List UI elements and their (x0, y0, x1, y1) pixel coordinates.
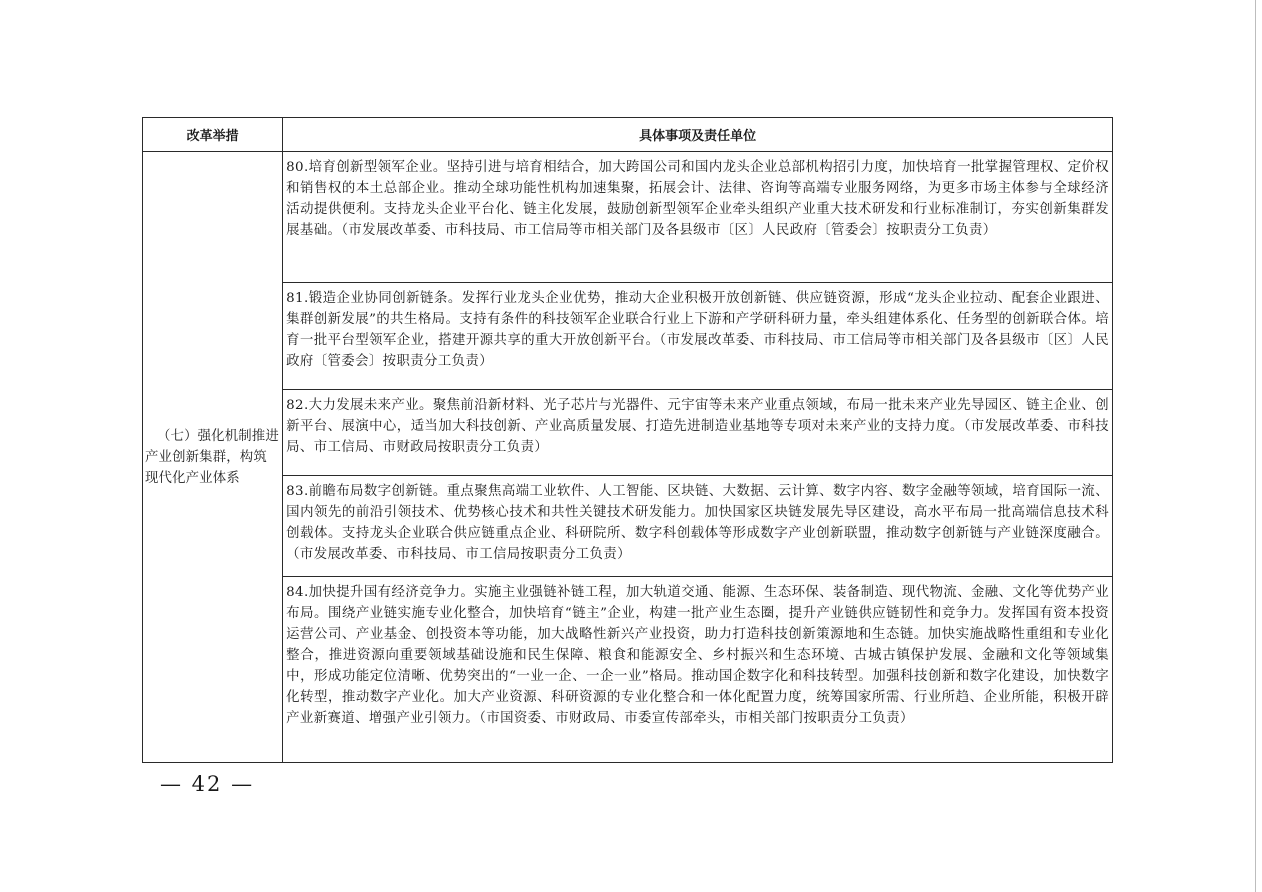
item-text: 81.锻造企业协同创新链条。发挥行业龙头企业优势，推动大企业积极开放创新链、供应链资源，形成“龙头企业拉动、配套企业跟进、集群创新发展”的共生格局。支持有条件的科技领军企业联合行业上下游和产学研科研力量，牵头组建体系化、任务型的创新联合体。培育一批平台型领军企业，搭建开源共享的重大开放创新平台。（市发展改革委、市科技局、市工信局等市相关部门及各县级市〔区〕人民政府〔管委会〕按职责分工负责） (286, 291, 1109, 369)
item-cell-80 (283, 152, 1113, 283)
reform-measures-table (142, 117, 1113, 763)
item-text: 80.培育创新型领军企业。坚持引进与培育相结合，加大跨国公司和国内龙头企业总部机构招引力度，加快培育一批掌握管理权、定价权和销售权的本土总部企业。推动全球功能性机构加速集聚，拓展会计、法律、咨询等高端专业服务网络，为更多市场主体参与全球经济活动提供便利。支持龙头企业平台化、链主化发展，鼓励创新型领军企业牵头组织产业重大技术研发和行业标准制订，夯实创新集群发展基础。（市发展改革委、市科技局、市工信局等市相关部门及各县级市〔区〕人民政府〔管委会〕按职责分工负责） (286, 160, 1109, 238)
item-cell-84 (283, 577, 1113, 763)
table-row (143, 152, 1113, 283)
item-text: 83.前瞻布局数字创新链。重点聚焦高端工业软件、人工智能、区块链、大数据、云计算、数字内容、数字金融等领域，培育国际一流、国内领先的前沿引领技术、优势核心技术和共性关键技术研发能力。加快国家区块链发展先导区建设，高水平布局一批高端信息技术科创载体。支持龙头企业联合供应链重点企业、科研院所、数字科创载体等形成数字产业创新联盟，推动数字创新链与产业链深度融合。（市发展改革委、市科技局、市工信局按职责分工负责） (286, 484, 1109, 562)
table-row (143, 283, 1113, 390)
item-cell-83 (283, 476, 1113, 577)
table-row (143, 390, 1113, 476)
measure-text: （七）强化机制推进产业创新集群，构筑现代化产业体系 (145, 428, 279, 486)
table-row (143, 476, 1113, 577)
header-specific-items: 具体事项及责任单位 (283, 118, 1113, 152)
item-text: 82.大力发展未来产业。聚焦前沿新材料、光子芯片与光器件、元宇宙等未来产业重点领域，布局一批未来产业先导园区、链主企业、创新平台、展演中心，适当加大科技创新、产业高质量发展、打造先进制造业基地等专项对未来产业的支持力度。（市发展改革委、市科技局、市工信局、市财政局按职责分工负责） (286, 398, 1109, 455)
item-cell-81 (283, 283, 1113, 390)
header-reform-measures: 改革举措 (143, 118, 283, 152)
item-text: 84.加快提升国有经济竞争力。实施主业强链补链工程，加大轨道交通、能源、生态环保、装备制造、现代物流、金融、文化等优势产业布局。围绕产业链实施专业化整合，加快培育“链主”企业，构建一批产业生态圈，提升产业链供应链韧性和竞争力。发挥国有资本投资运营公司、产业基金、创投资本等功能，加大战略性新兴产业投资，助力打造科技创新策源地和生态链。加快实施战略性重组和专业化整合，推进资源向重要领域基础设施和民生保障、粮食和能源安全、乡村振兴和生态环境、古城古镇保护发展、金融和文化等领域集中，形成功能定位清晰、优势突出的“一业一企、一企一业”格局。推动国企数字化和科技转型。加强科技创新和数字化建设，加快数字化转型，推动数字产业化。加大产业资源、科研资源的专业化整合和一体化配置力度，统筹国家所需、行业所趋、企业所能，积极开辟产业新赛道、增强产业引领力。（市国资委、市财政局、市委宣传部牵头，市相关部门按职责分工负责） (286, 585, 1109, 726)
measure-cell (143, 152, 283, 763)
page-number: — 42 — (160, 772, 255, 796)
page-edge-line (1255, 0, 1256, 892)
item-cell-82 (283, 390, 1113, 476)
table-row (143, 577, 1113, 763)
table-header-row (143, 118, 1113, 152)
